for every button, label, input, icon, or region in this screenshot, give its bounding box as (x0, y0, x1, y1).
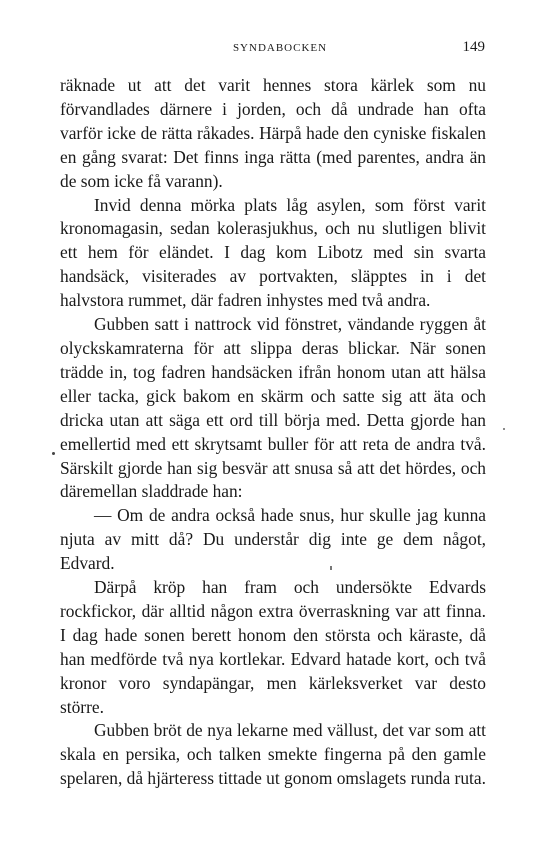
margin-speck (52, 452, 55, 455)
paragraph-continuation: räknade ut att det varit hennes stora kärlek som nu förvandlades därnere i jorden, och då undrade han ofta varför icke de rätta råkades. Härpå hade den cyniske fiskalen en gång svarat: Det finns inga rätta (med parentes, andra än de som icke få varann). (60, 75, 486, 191)
paragraph-asylen: Invid denna mörka plats låg asylen, som först varit kronomagasin, sedan kolerasjukhus, och nu slutligen blivit ett hem för eländet. I dag kom Libotz med sin svarta handsäck, visiterades av portvakten, släpptes in i det halvstora rummet, där fadren inhystes med två andra. (60, 194, 486, 311)
paragraph-dialogue: — Om de andra också hade snus, hur skulle jag kunna njuta av mitt då? Du understår dig inte ge dem något, Edvard. (60, 505, 486, 574)
paragraph-gubben-nattrock: Gubben satt i nattrock vid fönstret, vändande ryggen åt olyckskamraterna för att slippa deras blickar. När sonen trädde in, tog fadren handsäcken ifrån honom utan att hälsa eller tacka, gick bakom en skärm och satte sig att äta och dricka utan att säga ett ord till börja med. Detta gjorde han emellertid med ett skrytsamt buller för att reta de andra två. Särskilt gjorde han sig besvär att snusa så att det hördes, och däremellan sladdrade han: (60, 314, 486, 502)
paragraph-kortlekar: Därpå kröp han fram och undersökte Edvards rockfickor, där alltid någon extra överraskning var att finna. I dag hade sonen berett honom den största och käraste, då han medförde två nya kortlekar. Edvard hatade kort, och två kronor voro syndapängar, men kärleksverket var desto större. (60, 577, 486, 717)
margin-speck (503, 428, 505, 430)
paragraph-hjarteress: Gubben bröt de nya lekarne med vällust, det var som att skala en persika, och talken smekte fingerna på den gamle spelaren, då hjärteress tittade ut gonom omslagets runda ruta. (60, 720, 486, 789)
print-speck (330, 566, 332, 570)
page-number: 149 (462, 39, 485, 55)
body-text (60, 74, 486, 791)
running-head (0, 39, 560, 62)
running-title: SYNDABOCKEN (232, 42, 328, 54)
